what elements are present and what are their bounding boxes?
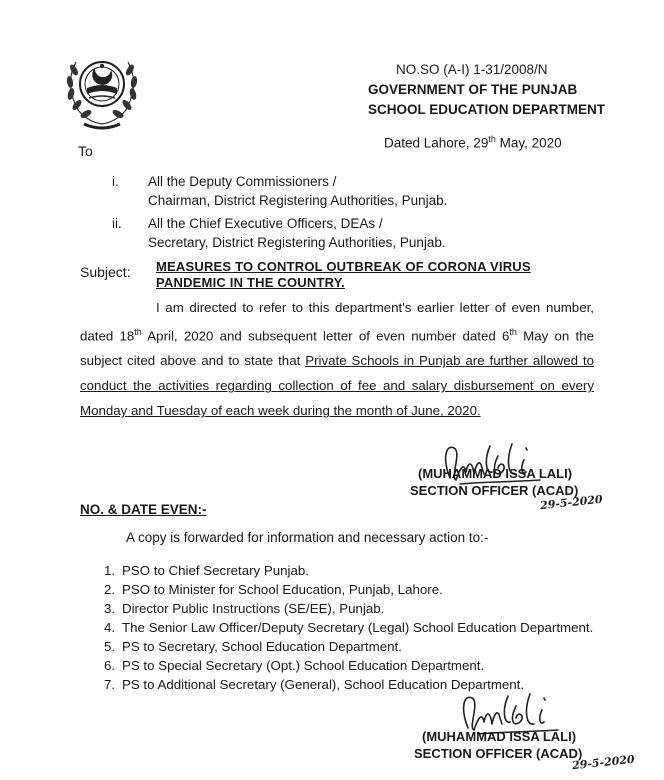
reference-number: NO.SO (A-I) 1-31/2008/N: [396, 62, 548, 77]
handwritten-date: 29-5-2020: [571, 752, 636, 773]
signatory-title: SECTION OFFICER (ACAD): [410, 483, 579, 498]
subject-label: Subject:: [80, 264, 131, 280]
copy-list: [104, 561, 624, 694]
punjab-government-emblem-icon: [54, 44, 150, 134]
signatory-title: SECTION OFFICER (ACAD): [414, 746, 583, 761]
list-item: 4. The Senior Law Officer/Deputy Secretary (Legal) School Education Department.: [104, 620, 594, 635]
list-item: 3. Director Public Instructions (SE/EE), Punjab.: [104, 601, 385, 616]
list-item: 2. PSO to Minister for School Education, Punjab, Lahore.: [104, 582, 443, 597]
department-title: SCHOOL EDUCATION DEPARTMENT: [368, 102, 606, 117]
body-paragraph: I am directed to refer to this department's earlier letter of even number, dated 18th April, 2020 and subsequent letter of even number dated 6th May on the subject cited above and to state that Private Schools in Punjab are further allowed to conduct the activities regarding collection of fee and salary disbursement on every Monday and Tuesday of each week during the month of June, 2020.: [80, 300, 594, 419]
signatory-name: (MUHAMMAD ISSA LALI): [422, 729, 577, 744]
list-item: 7. PS to Additional Secretary (General), School Education Department.: [104, 677, 525, 692]
list-item: 1. PSO to Chief Secretary Punjab.: [104, 563, 309, 578]
letter-date: Dated Lahore, 29th May, 2020: [384, 134, 562, 151]
permission-statement: Private Schools in Punjab are further allowed to conduct the activities regarding collection of fee and salary disbursement on every Monday and Tuesday of each week during the month of June, 2020.: [80, 353, 594, 419]
subject-text: MEASURES TO CONTROL OUTBREAK OF CORONA VIRUS PANDEMIC IN THE COUNTRY.: [156, 259, 531, 290]
number-date-even-label: NO. & DATE EVEN:-: [80, 502, 207, 517]
government-title: GOVERNMENT OF THE PUNJAB: [368, 82, 578, 97]
list-item: 5. PS to Secretary, School Education Department.: [104, 639, 402, 654]
copy-intro: A copy is forwarded for information and necessary action to:-: [126, 530, 489, 545]
signatory-name: (MUHAMMAD ISSA LALI): [418, 466, 573, 481]
recipient-list: i. All the Deputy Commissioners / Chairman, District Registering Authorities, Punjab. ii. All the Chief Executive Officers, DEAs / Secretary, District Registering Authorities, Punjab.: [112, 174, 448, 250]
list-item: 6. PS to Special Secretary (Opt.) School Education Department.: [104, 658, 485, 673]
letter-header: [368, 60, 648, 154]
handwritten-date: 29-5-2020: [539, 492, 604, 513]
to-label: To: [78, 143, 93, 159]
